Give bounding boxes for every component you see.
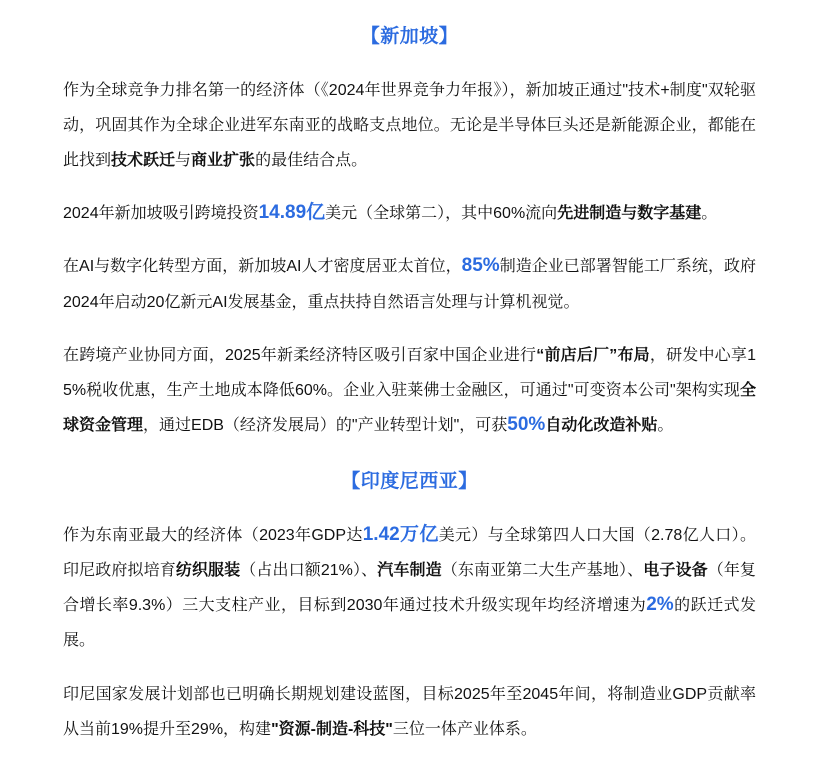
body-text: （占出口额21%）、 [240,562,378,580]
highlight-number: 85% [461,255,500,277]
section-title-1: 【新加坡】 [360,26,459,47]
article [63,24,756,747]
bold-text: 技术跃迁 [111,151,176,169]
paragraph [63,677,756,747]
body-text: （年复合增长率9.3%）三大支柱产业，目标到2030年通过技术升级实现年均经济增速为 [63,562,756,615]
bold-text: 电子设备 [643,562,708,580]
body-text: 在跨境产业协同方面，2025年新柔经济特区吸引百家中国企业进行 [63,346,537,364]
paragraph [63,518,756,659]
paragraph [63,338,756,444]
highlight-number: 50% [507,414,546,436]
body-text: 。 [657,417,674,435]
body-text: 的跃迁式发展。 [63,597,756,650]
bold-text: "资源-制造-科技" [271,720,393,738]
highlight-number: 1.42万亿 [362,523,439,545]
bold-text: 汽车制造 [377,562,442,580]
bold-text: 自动化改造补贴 [545,417,658,435]
bold-text: 商业扩张 [191,151,256,169]
body-text: 美元（全球第二），其中60%流向 [325,205,558,223]
bold-text: “前店后厂”布局 [536,346,650,364]
paragraph [63,249,756,319]
body-text: （东南亚第二大生产基地）、 [441,562,644,580]
body-text: ，通过EDB（经济发展局）的"产业转型计划"，可获 [143,417,508,435]
section-title-2: 【印度尼西亚】 [341,471,478,493]
paragraph [63,196,756,231]
bold-text: 先进制造与数字基建 [557,205,702,223]
body-text: 。 [701,205,718,223]
body-text: 在AI与数字化转型方面，新加坡AI人才密度居亚太首位， [63,258,462,276]
highlight-number: 14.89亿 [258,202,326,224]
body-text: 的最佳结合点。 [255,151,368,169]
body-text: 作为全球竞争力排名第一的经济体（《2024年世界竞争力年报》），新加坡正通过"技术+制度"双轮驱动，巩固其作为全球企业进军东南亚的战略支点地位。无论是半导体巨头还是新能源企业，都能在此找到 [63,81,756,169]
body-text: 印尼国家发展计划部也已明确长期规划建设蓝图，目标2025年至2045年间，将制造业GDP贡献率从当前19%提升至29%，构建 [63,685,756,738]
bold-text: 全球资金管理 [63,381,756,435]
paragraph [63,73,756,179]
highlight-number: 2% [646,594,674,616]
body-text: 2024年新加坡吸引跨境投资 [63,205,259,223]
body-text: 与 [175,151,192,169]
body-text: 作为东南亚最大的经济体（2023年GDP达 [63,526,363,544]
body-text: 制造企业已部署智能工厂系统，政府2024年启动20亿新元AI发展基金，重点扶持自然语言处理与计算机视觉。 [63,258,756,311]
body-text: 美元）与全球第四人口大国（2.78亿人口）。印尼政府拟培育 [63,526,756,580]
body-text: 三位一体产业体系。 [392,720,537,738]
bold-text: 纺织服装 [175,562,241,580]
body-text: ，研发中心享15%税收优惠，生产土地成本降低60%。企业入驻莱佛士金融区，可通过"可变资本公司"架构实现 [63,346,756,399]
